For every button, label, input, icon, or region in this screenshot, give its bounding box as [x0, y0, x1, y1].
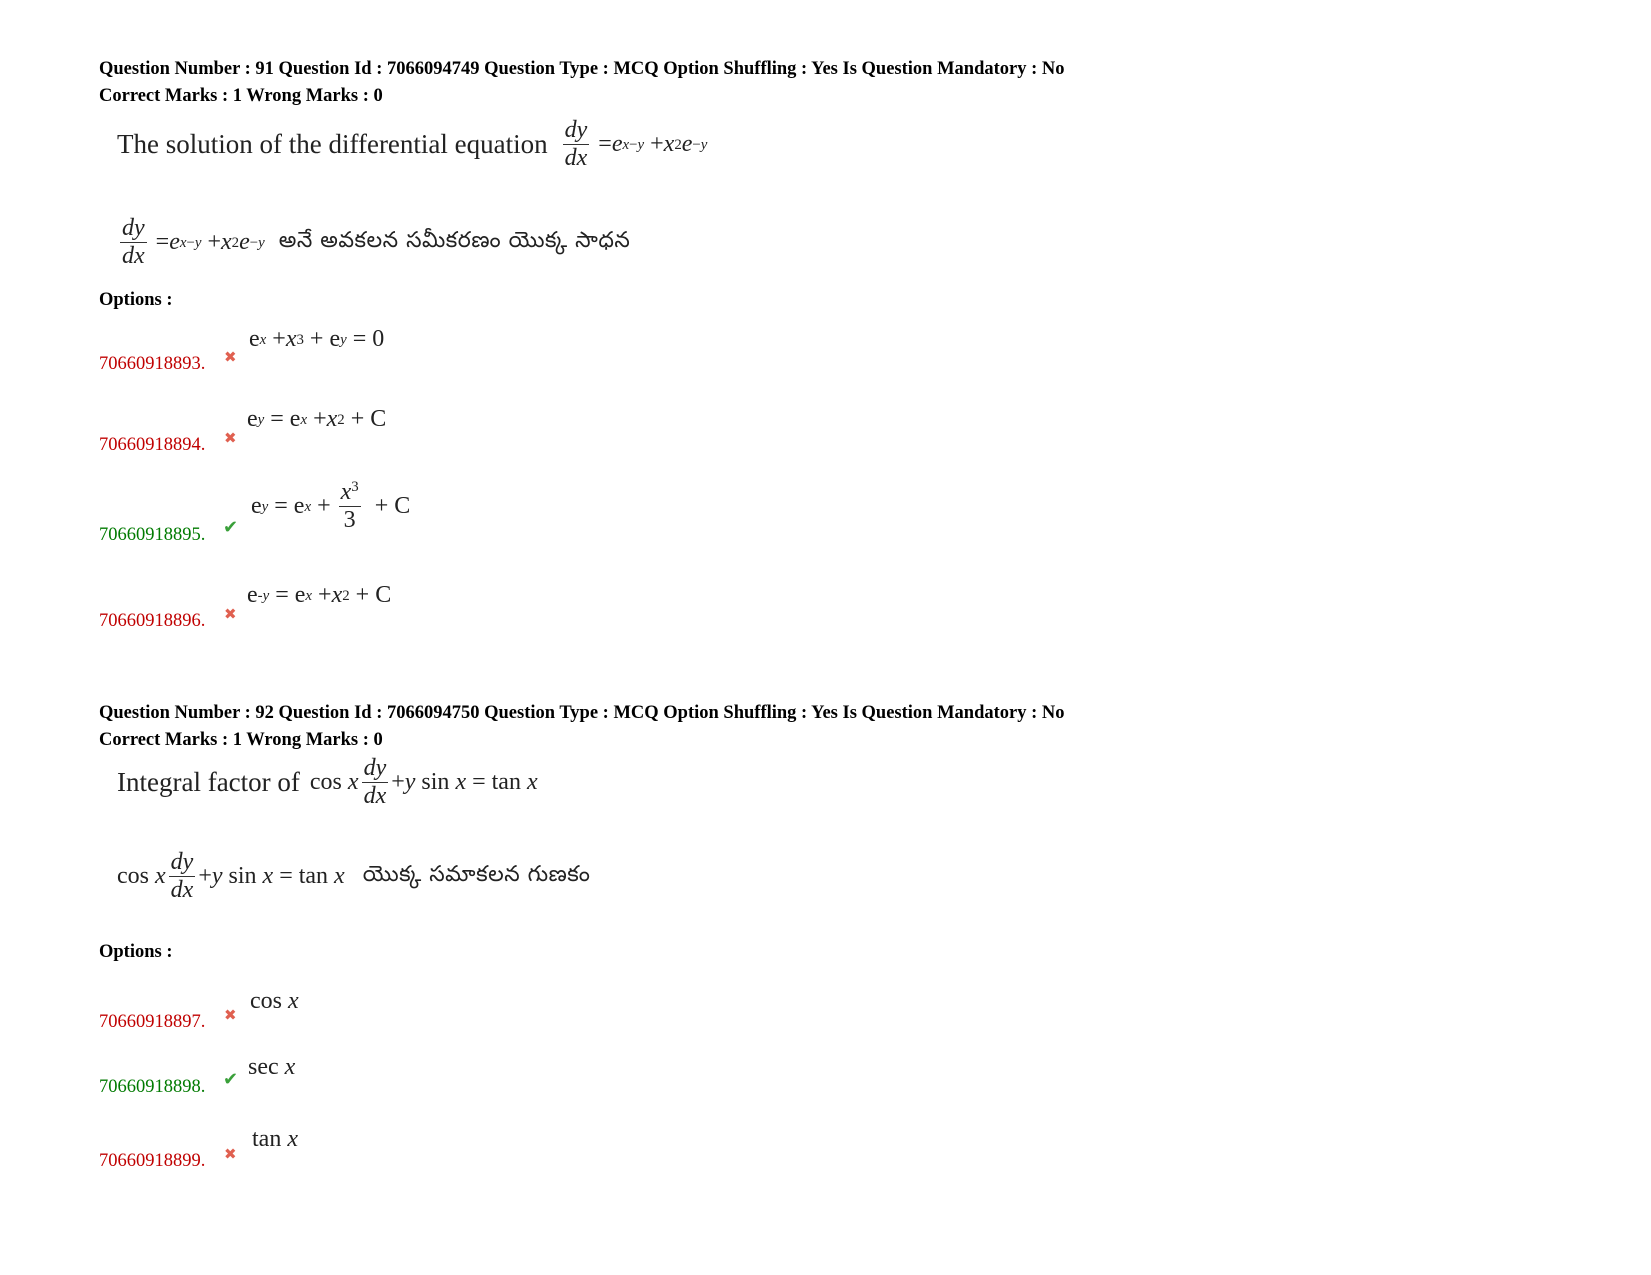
option-expression: e x + x 3 + e y = 0 [249, 326, 385, 352]
option-id: 70660918895. [99, 525, 206, 545]
options-label: Options : [99, 290, 173, 310]
option-id: 70660918893. [99, 354, 206, 374]
option-row [99, 982, 699, 1042]
option-id: 70660918897. [99, 1012, 206, 1032]
option-expression: sec x [248, 1054, 296, 1080]
option-expression: e -y = e x + x 2 + C [247, 582, 392, 608]
cross-icon: ✖ [224, 1145, 237, 1163]
option-row [99, 480, 699, 560]
option-id: 70660918899. [99, 1151, 206, 1171]
option-expression: cos x [250, 988, 299, 1014]
cross-icon: ✖ [224, 429, 237, 447]
question-text: Integral factor of [117, 767, 300, 798]
telugu-text: అనే అవకలన సమీకరణం యొక్క సాధన [278, 227, 631, 253]
option-expression: tan x [252, 1126, 298, 1152]
options-label: Options : [99, 942, 173, 962]
question-92 [99, 700, 1499, 1171]
question-statement-english [117, 118, 707, 171]
option-id: 70660918894. [99, 435, 206, 455]
option-expression: e y = e x + $\frac{x^3}{3}$ + C [251, 478, 411, 534]
option-expression: e y = e x + x 2 + C [247, 406, 387, 432]
differential-equation: cos x $\frac{dy}{dx}$ + y sin x = tan x [309, 755, 538, 810]
question-marks-line: Correct Marks : 1 Wrong Marks : 0 [99, 86, 383, 106]
option-row [99, 1050, 699, 1110]
option-row [99, 1120, 699, 1180]
check-icon: ✔ [223, 1069, 239, 1090]
telugu-text: యొక్క సమాకలన గుణకం [362, 861, 591, 887]
differential-equation: cos x $\frac{dy}{dx}$ + y sin x = tan x [117, 849, 345, 904]
differential-equation: $\frac{dy}{dx}$ = e x−y + x 2 e −y [564, 117, 708, 172]
question-meta-line: Question Number : 91 Question Id : 7066094749 Question Type : MCQ Option Shuffling : Yes Is Question Mandatory : No [99, 59, 1065, 79]
option-id: 70660918898. [99, 1077, 206, 1097]
option-row [99, 406, 699, 466]
question-91 [99, 56, 1499, 631]
question-meta-line: Question Number : 92 Question Id : 7066094750 Question Type : MCQ Option Shuffling : Yes Is Question Mandatory : No [99, 703, 1065, 723]
question-statement-english [117, 756, 538, 809]
question-statement-telugu [117, 850, 590, 903]
option-row [99, 326, 699, 386]
option-id: 70660918896. [99, 611, 206, 631]
cross-icon: ✖ [224, 605, 237, 623]
check-icon: ✔ [223, 517, 239, 538]
option-row [99, 582, 699, 642]
differential-equation: $\frac{dy}{dx}$ = e x−y + x 2 e −y [122, 215, 265, 270]
question-statement-telugu [117, 216, 630, 269]
question-text: The solution of the differential equation [117, 129, 548, 160]
question-marks-line: Correct Marks : 1 Wrong Marks : 0 [99, 730, 383, 750]
cross-icon: ✖ [224, 1006, 237, 1024]
cross-icon: ✖ [224, 348, 237, 366]
